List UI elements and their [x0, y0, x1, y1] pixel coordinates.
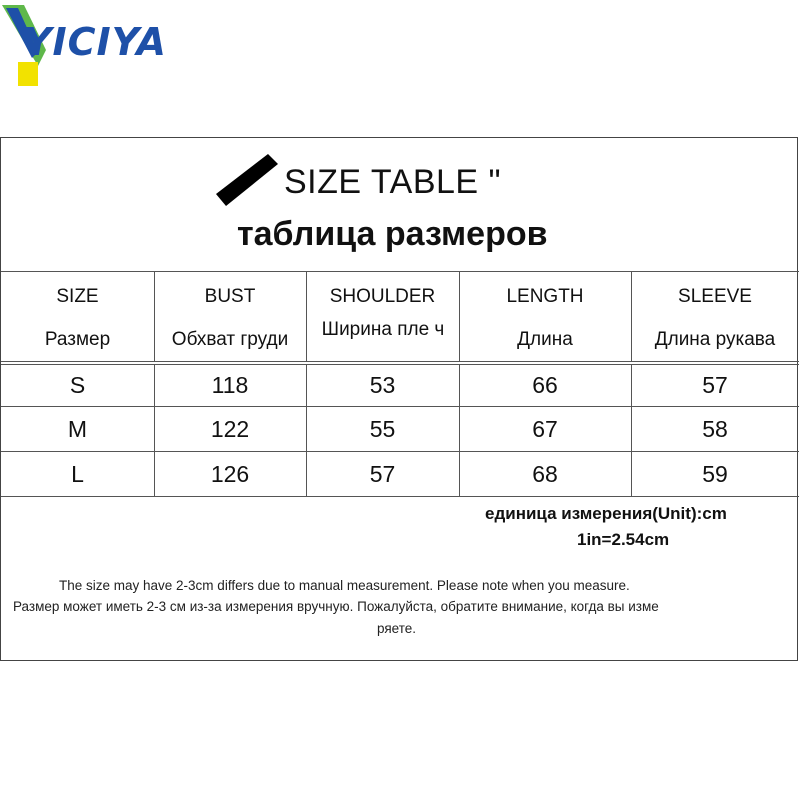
- slash-mark-icon: [216, 154, 278, 206]
- header-shoulder-ru: Ширина пле ч: [321, 319, 445, 340]
- cell-shoulder: 55: [369, 415, 396, 442]
- cell-bust: 126: [210, 460, 250, 487]
- cell-length: 66: [532, 372, 558, 398]
- header-sleeve: SLEEVE: [678, 286, 752, 307]
- cell-shoulder: 57: [369, 460, 396, 487]
- header-length-ru: Длина: [517, 329, 573, 350]
- cell-bust: 118: [211, 372, 249, 398]
- unit-label: единица измерения(Unit):cm: [485, 504, 727, 523]
- header-shoulder: SHOULDER: [329, 286, 436, 307]
- header-size-ru: Размер: [44, 329, 111, 350]
- note-russian-line1: Размер может иметь 2-3 см из-за измерения вручную. Пожалуйста, обратите внимание, когда вы изме: [13, 599, 659, 614]
- table-rule: [1, 496, 799, 497]
- brand-logo: [0, 0, 180, 95]
- cell-length: 68: [532, 460, 558, 487]
- table-rule: [1, 271, 799, 272]
- logo-text: YICIYA: [24, 20, 167, 64]
- cell-shoulder: 53: [369, 372, 396, 398]
- title-russian: таблица размеров: [237, 215, 548, 253]
- size-table: [1, 271, 799, 497]
- cell-bust: 122: [210, 415, 250, 442]
- header-bust: BUST: [204, 286, 256, 307]
- size-chart: [0, 137, 798, 661]
- header-length: LENGTH: [506, 286, 584, 307]
- cell-sleeve: 59: [702, 460, 728, 487]
- cell-size: S: [69, 372, 86, 398]
- cell-sleeve: 57: [702, 372, 728, 398]
- cell-length: 67: [532, 415, 558, 442]
- cell-size: M: [67, 415, 88, 442]
- cell-sleeve: 58: [702, 415, 728, 442]
- header-bust-ru: Обхват груди: [171, 329, 289, 350]
- unit-conversion: 1in=2.54cm: [577, 530, 670, 549]
- cell-size: L: [71, 460, 84, 487]
- title-area: [1, 138, 799, 271]
- note-russian-line2: ряете.: [377, 621, 417, 636]
- title-english: SIZE TABLE ": [284, 163, 502, 201]
- header-sleeve-ru: Длина рукава: [654, 329, 776, 350]
- header-size: SIZE: [56, 286, 99, 307]
- note-english: The size may have 2-3cm differs due to manual measurement. Please note when you measure.: [59, 578, 630, 593]
